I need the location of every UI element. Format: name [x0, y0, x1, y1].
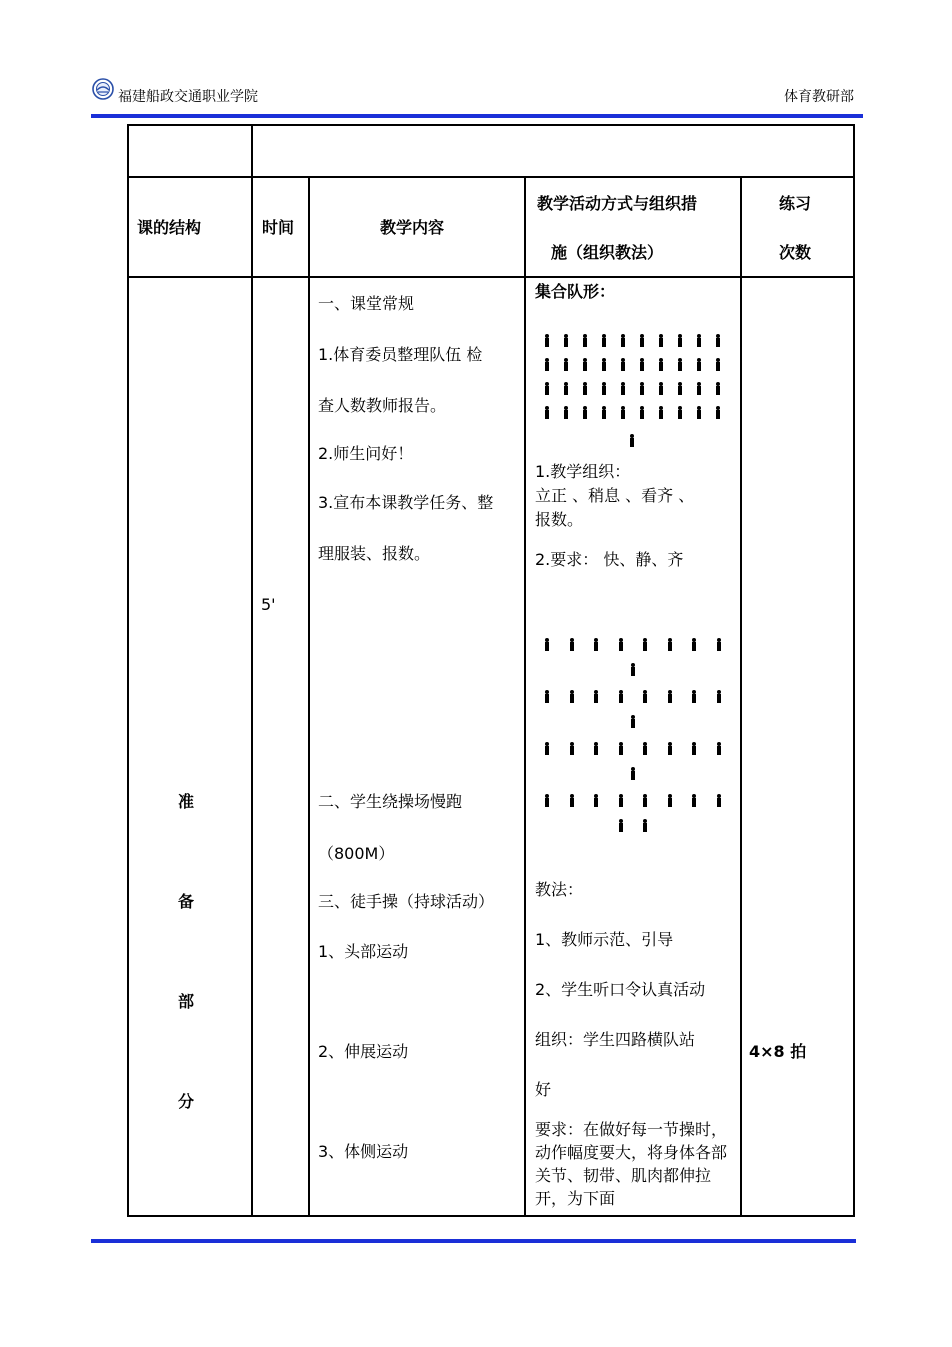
requirement-1: 2.要求： 快、静、齐	[535, 550, 684, 569]
content-item: 2.师生问好！	[318, 444, 414, 463]
person-icon	[600, 358, 608, 371]
person-icon	[676, 358, 684, 371]
person-icon	[657, 406, 665, 419]
person-icon	[562, 334, 570, 347]
section-char-2: 备	[178, 892, 195, 911]
person-icon	[543, 794, 551, 807]
content-item: （800M）	[318, 844, 395, 863]
person-icon	[581, 382, 589, 395]
person-icon	[543, 742, 551, 755]
person-icon	[638, 406, 646, 419]
formation-title: 集合队形：	[535, 282, 616, 301]
person-icon	[592, 690, 600, 703]
header-rule	[91, 114, 863, 118]
person-icon	[617, 690, 625, 703]
content-item: 理服装、报数。	[318, 544, 431, 563]
person-icon	[543, 334, 551, 347]
row-divider-2	[127, 276, 855, 278]
content-item: 3.宣布本课教学任务、整	[318, 493, 494, 512]
person-icon	[690, 690, 698, 703]
person-icon	[641, 690, 649, 703]
person-icon	[543, 406, 551, 419]
section-char-3: 部	[178, 992, 195, 1011]
person-icon	[695, 406, 703, 419]
content-item: 3、体侧运动	[318, 1142, 409, 1161]
header-method-line2: 施（组织教法）	[551, 243, 664, 262]
person-icon	[592, 794, 600, 807]
person-icon	[715, 690, 723, 703]
person-icon	[629, 767, 637, 780]
content-item: 1.体育委员整理队伍 检	[318, 345, 483, 364]
person-icon	[617, 742, 625, 755]
person-icon	[690, 794, 698, 807]
org-title: 1.教学组织：	[535, 462, 631, 481]
reps-value: 4×8 拍	[749, 1042, 807, 1061]
section-char-1: 准	[178, 792, 195, 811]
person-icon	[581, 358, 589, 371]
header-reps-line1: 练习	[779, 194, 812, 213]
table-border-top	[127, 124, 855, 126]
person-icon	[666, 690, 674, 703]
person-icon	[666, 794, 674, 807]
person-icon	[562, 382, 570, 395]
person-icon	[715, 638, 723, 651]
person-icon	[666, 638, 674, 651]
row-divider-1	[127, 176, 855, 178]
org-line2: 报数。	[535, 510, 584, 529]
person-icon	[638, 382, 646, 395]
person-icon	[619, 334, 627, 347]
method-2: 2、学生听口令认真活动	[535, 980, 706, 999]
person-icon	[592, 638, 600, 651]
person-icon	[619, 382, 627, 395]
person-icon	[629, 715, 637, 728]
col-divider-2	[308, 176, 310, 1217]
time-value: 5'	[261, 595, 276, 614]
person-icon	[592, 742, 600, 755]
school-name: 福建船政交通职业学院	[118, 89, 258, 105]
person-icon	[715, 794, 723, 807]
person-icon	[568, 690, 576, 703]
header-structure: 课的结构	[137, 218, 202, 237]
person-icon	[715, 742, 723, 755]
content-item: 查人数教师报告。	[318, 396, 447, 415]
col-divider-3	[524, 176, 526, 1217]
person-icon	[581, 406, 589, 419]
person-icon	[676, 334, 684, 347]
person-icon	[714, 406, 722, 419]
content-item: 2、伸展运动	[318, 1042, 409, 1061]
person-icon	[543, 358, 551, 371]
person-icon	[568, 638, 576, 651]
person-icon	[641, 638, 649, 651]
person-icon	[690, 742, 698, 755]
person-icon	[562, 358, 570, 371]
method-1: 1、教师示范、引导	[535, 930, 674, 949]
person-icon	[676, 382, 684, 395]
person-icon	[695, 358, 703, 371]
person-icon	[543, 638, 551, 651]
person-icon	[562, 406, 570, 419]
person-icon	[629, 663, 637, 676]
org2-line1: 组织：学生四路横队站	[535, 1030, 696, 1049]
person-icon	[695, 382, 703, 395]
person-icon	[641, 742, 649, 755]
header-reps-line2: 次数	[779, 243, 812, 262]
method-title: 教法：	[535, 880, 584, 899]
person-icon	[714, 334, 722, 347]
header-method-line1: 教学活动方式与组织措	[537, 194, 698, 213]
page-header	[92, 72, 864, 116]
person-icon	[600, 382, 608, 395]
section-char-4: 分	[178, 1092, 195, 1111]
school-emblem-icon	[92, 78, 114, 100]
person-icon	[628, 434, 636, 447]
person-icon	[619, 358, 627, 371]
person-icon	[543, 690, 551, 703]
person-icon	[617, 819, 625, 832]
person-icon	[657, 382, 665, 395]
person-icon	[666, 742, 674, 755]
person-icon	[714, 382, 722, 395]
person-icon	[657, 358, 665, 371]
table-border-right	[853, 124, 855, 1217]
person-icon	[568, 742, 576, 755]
person-icon	[543, 382, 551, 395]
person-icon	[619, 406, 627, 419]
header-content: 教学内容	[380, 218, 445, 237]
person-icon	[690, 638, 698, 651]
content-item: 二、学生绕操场慢跑	[318, 792, 463, 811]
header-time: 时间	[262, 218, 295, 237]
person-icon	[581, 334, 589, 347]
person-icon	[600, 406, 608, 419]
person-icon	[617, 794, 625, 807]
person-icon	[638, 334, 646, 347]
org-line1: 立正 、稍息 、看齐 、	[535, 486, 695, 505]
content-item: 三、徒手操（持球活动）	[318, 892, 495, 911]
col-divider-4	[740, 176, 742, 1217]
col-divider-1	[251, 124, 253, 1217]
org2-line2: 好	[535, 1080, 552, 1099]
person-icon	[600, 334, 608, 347]
department-name: 体育教研部	[784, 89, 854, 105]
person-icon	[641, 794, 649, 807]
requirement-2: 要求：在做好每一节操时，动作幅度要大，将身体各部关节、韧带、肌肉都伸拉开，为下面	[535, 1120, 728, 1208]
person-icon	[657, 334, 665, 347]
person-icon	[714, 358, 722, 371]
lesson-plan-table	[127, 124, 855, 1217]
person-icon	[641, 819, 649, 832]
content-item: 一、课堂常规	[318, 294, 415, 313]
person-icon	[638, 358, 646, 371]
person-icon	[676, 406, 684, 419]
table-border-left	[127, 124, 129, 1217]
person-icon	[695, 334, 703, 347]
person-icon	[568, 794, 576, 807]
person-icon	[617, 638, 625, 651]
table-border-bottom	[127, 1215, 855, 1217]
content-item: 1、头部运动	[318, 942, 409, 961]
footer-rule	[91, 1239, 856, 1243]
